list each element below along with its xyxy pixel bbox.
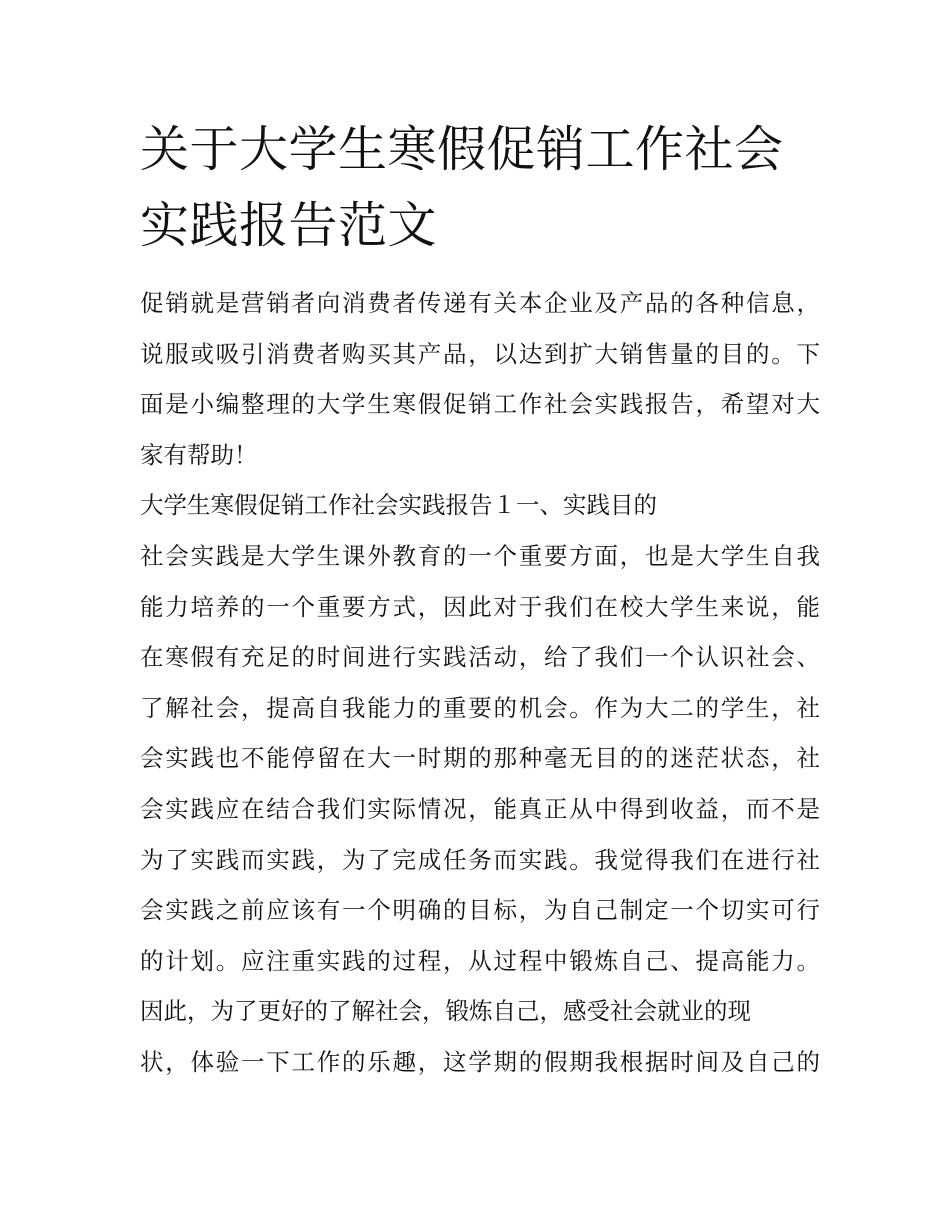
body-line: 面是小编整理的大学生寒假促销工作社会实践报告，希望对大 xyxy=(140,390,820,419)
body-line: 因此，为了更好的了解社会，锻炼自己，感受社会就业的现 xyxy=(140,997,751,1026)
body-line: 状，体验一下工作的乐趣，这学期的假期我根据时间及自己的 xyxy=(140,1047,820,1076)
body-line: 能力培养的一个重要方式，因此对于我们在校大学生来说，能 xyxy=(140,592,820,621)
document-body xyxy=(140,278,820,1088)
body-line: 会实践之前应该有一个明确的目标，为自己制定一个切实可行 xyxy=(140,896,820,925)
document-title: 关于大学生寒假促销工作社会实践报告范文 xyxy=(140,121,784,254)
body-line: 家有帮助！ xyxy=(140,440,258,469)
body-line: 社会实践是大学生课外教育的一个重要方面，也是大学生自我 xyxy=(140,541,820,570)
body-line: 促销就是营销者向消费者传递有关本企业及产品的各种信息， xyxy=(140,289,820,317)
section-heading-line: 大学生寒假促销工作社会实践报告１一、实践目的 xyxy=(140,491,657,520)
body-line: 为了实践而实践，为了完成任务而实践。我觉得我们在进行社 xyxy=(140,845,820,874)
body-line: 会实践也不能停留在大一时期的那种毫无目的的迷茫状态，社 xyxy=(140,744,820,773)
body-line: 会实践应在结合我们实际情况，能真正从中得到收益，而不是 xyxy=(140,794,820,823)
body-line: 在寒假有充足的时间进行实践活动，给了我们一个认识社会、 xyxy=(140,643,820,672)
body-line: 说服或吸引消费者购买其产品，以达到扩大销售量的目的。下 xyxy=(140,339,820,368)
body-line: 了解社会，提高自我能力的重要的机会。作为大二的学生，社 xyxy=(140,693,820,722)
body-line: 的计划。应注重实践的过程，从过程中锻炼自己、提高能力。 xyxy=(140,946,820,975)
